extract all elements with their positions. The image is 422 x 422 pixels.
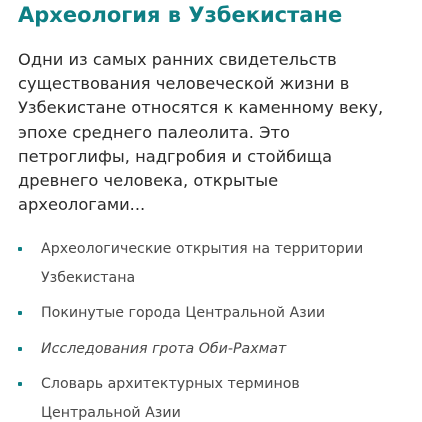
link-abandoned-cities[interactable]: Покинутые города Центральной Азии	[41, 305, 326, 322]
bullet-icon	[18, 311, 22, 315]
list-item	[18, 299, 400, 328]
list-item	[18, 235, 400, 292]
link-archaeological-discoveries[interactable]: Археологические открытия на территории Узбекистана	[41, 241, 364, 286]
bullet-icon	[18, 247, 22, 251]
link-architecture-glossary[interactable]: Словарь архитектурных терминов Центральной Азии	[41, 376, 300, 421]
related-links-list	[18, 235, 400, 422]
article-intro: Одни из самых ранних свидетельств существования человеческой жизни в Узбекистане относятся к каменному веку, эпохе среднего палеолита. Это петроглифы, надгробия и стойбища древнего человека, открытые археологами...	[18, 50, 384, 215]
link-obi-rakhmat-research[interactable]: Исследования грота Оби-Рахмат	[41, 340, 287, 357]
bullet-icon	[18, 382, 22, 386]
bullet-icon	[18, 347, 22, 351]
page-title: Археология в Узбекистане	[18, 3, 343, 27]
list-item	[18, 370, 400, 422]
list-item	[18, 335, 400, 364]
